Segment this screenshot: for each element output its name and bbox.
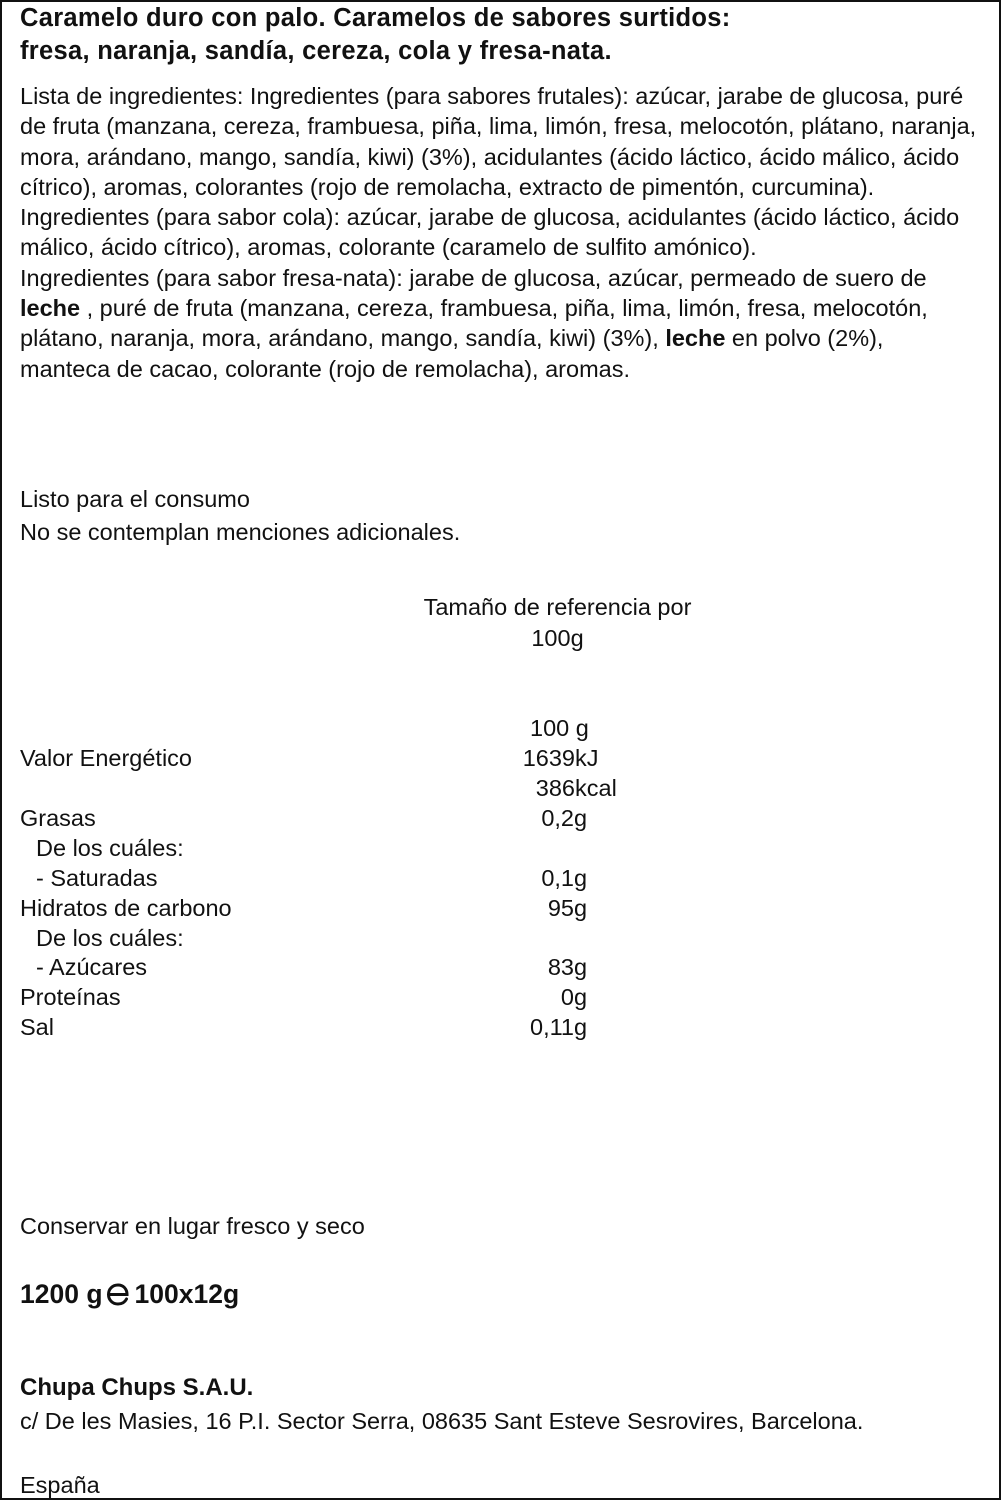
nutrition-value: 0g	[560, 984, 588, 1010]
mentions-text: No se contemplan menciones adicionales.	[20, 519, 461, 545]
net-weight: 1200 g	[20, 1279, 103, 1309]
title-line-1: Caramelo duro con palo. Caramelos de sabores surtidos:	[20, 4, 731, 32]
nutrition-label: - Saturadas	[36, 865, 158, 891]
company-name: Chupa Chups S.A.U.	[20, 1374, 254, 1401]
ingredients-fruit: Lista de ingredientes: Ingredientes (para sabores frutales): azúcar, jarabe de glucosa, puré de fruta (manzana, cereza, frambuesa, piña, lima, limón, fresa, melocotón, plátano, naranja, mora, arándano, mango, sandía, kiwi) (3%), acidulantes (ácido láctico, ácido málico, ácido cítrico), aromas, colorantes (rojo de remolacha, extracto de pimentón, curcumina).	[20, 83, 977, 200]
nutrition-label: Proteínas	[20, 984, 121, 1010]
nutrition-label: Hidratos de carbono	[20, 895, 232, 921]
nutrition-value: 0,2g	[541, 805, 588, 831]
ingredients-cream-text-2: , puré de fruta (manzana, cereza, frambuesa, piña, lima, limón, fresa, melocotón, plátano, naranja, mora, arándano, mango, sandía, kiwi) (3%),	[20, 295, 928, 352]
company-address: c/ De les Masies, 16 P.I. Sector Serra, 08635 Sant Esteve Sesrovires, Barcelona.	[20, 1408, 864, 1434]
allergen-milk: leche	[20, 295, 81, 322]
ingredients-cream-text-1: Ingredientes (para sabor fresa-nata): jarabe de glucosa, azúcar, permeado de suero de	[20, 264, 927, 291]
nutrition-column-header: 100 g	[530, 715, 589, 741]
allergen-milk: leche	[665, 325, 726, 352]
nutrition-value: 95g	[547, 895, 588, 921]
nutrition-label: Sal	[20, 1014, 54, 1040]
package-contents: 100x12g	[134, 1279, 240, 1309]
country: España	[20, 1472, 100, 1498]
nutrition-value: 1639kJ	[522, 745, 599, 771]
storage-text: Conservar en lugar fresco y seco	[20, 1213, 365, 1239]
nutrition-value: 83g	[547, 954, 588, 980]
product-title	[20, 2, 980, 68]
nutrition-label: Grasas	[20, 805, 96, 831]
nutrition-label: Valor Energético	[20, 745, 192, 771]
title-line-2: fresa, naranja, sandía, cereza, cola y fresa-nata.	[20, 37, 612, 65]
ingredients-section	[20, 81, 980, 384]
nutrition-label: - Azúcares	[36, 954, 148, 980]
ingredients-cola: Ingredientes (para sabor cola): azúcar, jarabe de glucosa, acidulantes (ácido láctico, ácido málico, ácido cítrico), aromas, colorante (caramelo de sulfito amónico).	[20, 204, 960, 261]
reference-size-line-2: 100g	[531, 625, 584, 651]
ingredients-cream	[20, 263, 980, 384]
estimated-e-mark-icon	[105, 1281, 131, 1307]
nutrition-label: De los cuáles:	[36, 835, 184, 861]
nutrition-value: 0,1g	[541, 865, 588, 891]
usage-text: Listo para el consumo	[20, 486, 250, 512]
package-info	[20, 1278, 239, 1310]
reference-size-header	[395, 592, 720, 654]
ingredients-cream-text-3: en polvo (2%), manteca de cacao, colorante (rojo de remolacha), aromas.	[20, 325, 884, 382]
nutrition-value: 0,11g	[530, 1014, 588, 1040]
reference-size-line-1: Tamaño de referencia por	[423, 594, 692, 620]
nutrition-value: 386kcal	[535, 775, 617, 801]
nutrition-label: De los cuáles:	[36, 925, 184, 951]
